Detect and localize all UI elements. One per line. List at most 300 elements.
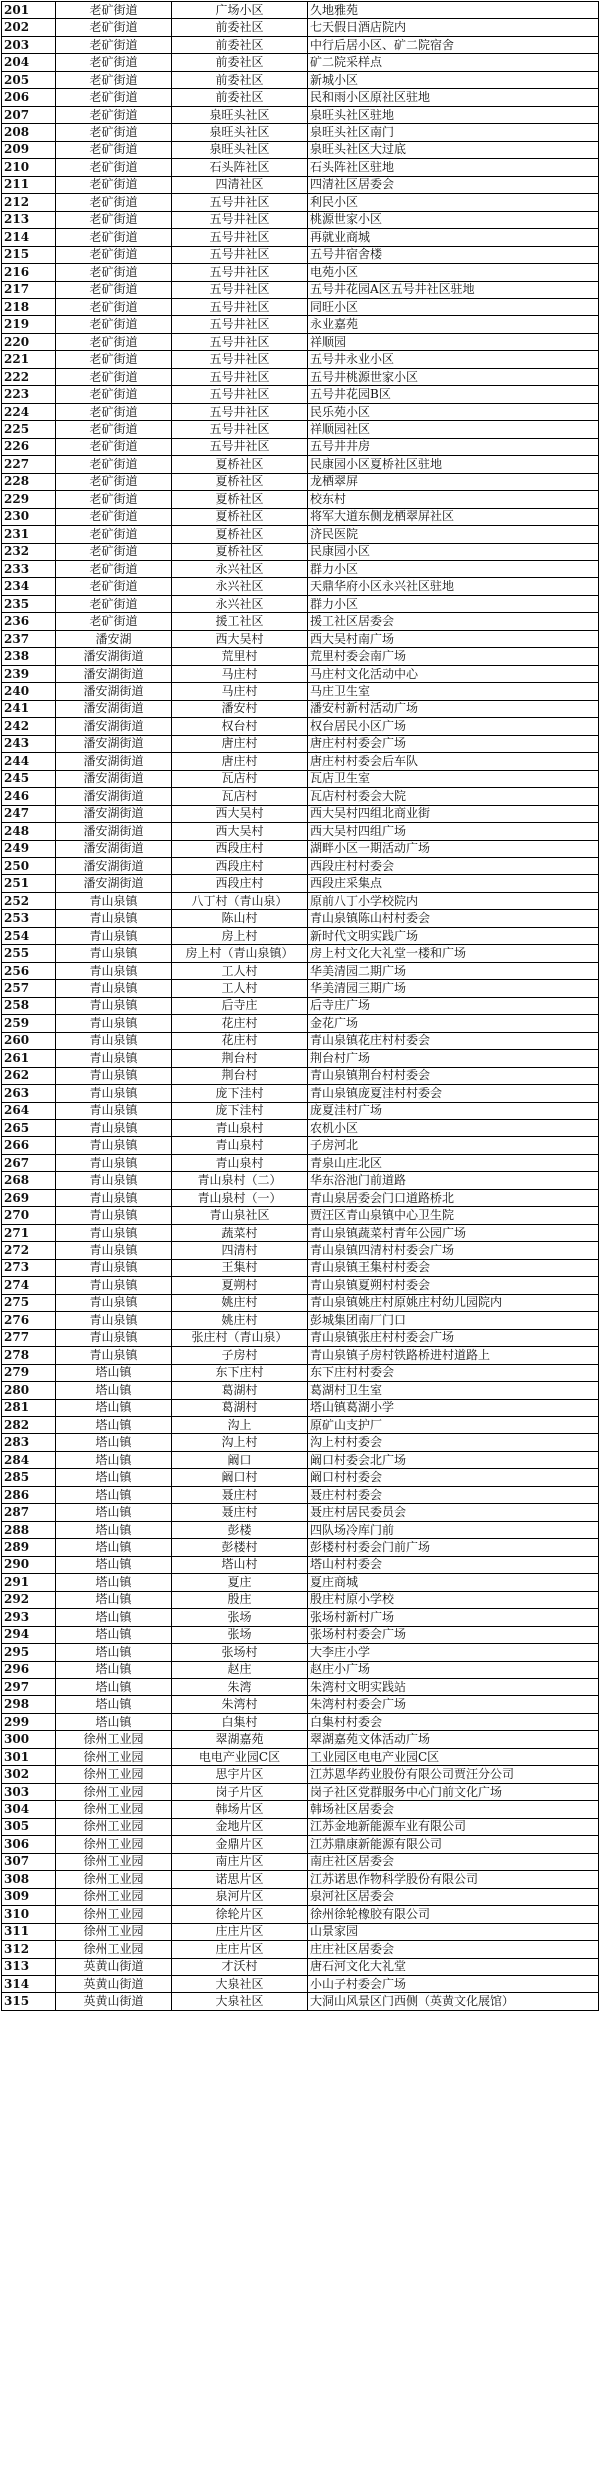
street-cell: 塔山镇: [56, 1434, 172, 1451]
row-number: 296: [2, 1661, 56, 1678]
row-number: 228: [2, 473, 56, 490]
row-number: 278: [2, 1347, 56, 1364]
site-cell: 桃源世家小区: [308, 211, 599, 228]
row-number: 258: [2, 997, 56, 1014]
site-cell: 潘安村新村活动广场: [308, 700, 599, 717]
table-row: [2, 36, 599, 53]
street-cell: 塔山镇: [56, 1591, 172, 1608]
row-number: 215: [2, 246, 56, 263]
community-cell: 庞下洼村: [172, 1085, 308, 1102]
row-number: 299: [2, 1713, 56, 1730]
table-row: [2, 526, 599, 543]
table-row: [2, 1626, 599, 1643]
row-number: 277: [2, 1329, 56, 1346]
site-cell: 张场村村委会广场: [308, 1626, 599, 1643]
table-row: [2, 1015, 599, 1032]
site-cell: 五号井永业小区: [308, 351, 599, 368]
row-number: 246: [2, 788, 56, 805]
community-cell: 五号井社区: [172, 368, 308, 385]
row-number: 304: [2, 1801, 56, 1818]
street-cell: 老矿街道: [56, 421, 172, 438]
community-cell: 才沃村: [172, 1958, 308, 1975]
row-number: 288: [2, 1521, 56, 1538]
row-number: 201: [2, 2, 56, 19]
street-cell: 青山泉镇: [56, 1102, 172, 1119]
row-number: 236: [2, 613, 56, 630]
site-cell: 天鼎华府小区永兴社区驻地: [308, 578, 599, 595]
table-row: [2, 106, 599, 123]
street-cell: 徐州工业园: [56, 1748, 172, 1765]
site-cell: 援工社区居委会: [308, 613, 599, 630]
site-cell: 西大吴村四组北商业街: [308, 805, 599, 822]
street-cell: 老矿街道: [56, 19, 172, 36]
community-cell: 五号井社区: [172, 211, 308, 228]
street-cell: 老矿街道: [56, 491, 172, 508]
site-cell: 原矿山支护厂: [308, 1416, 599, 1433]
street-cell: 塔山镇: [56, 1364, 172, 1381]
row-number: 270: [2, 1207, 56, 1224]
table-row: [2, 1958, 599, 1975]
street-cell: 潘安湖街道: [56, 665, 172, 682]
street-cell: 潘安湖街道: [56, 753, 172, 770]
row-number: 237: [2, 630, 56, 647]
row-number: 286: [2, 1486, 56, 1503]
row-number: 313: [2, 1958, 56, 1975]
row-number: 259: [2, 1015, 56, 1032]
community-cell: 阚口村: [172, 1469, 308, 1486]
street-cell: 潘安湖街道: [56, 648, 172, 665]
community-cell: 马庄村: [172, 683, 308, 700]
row-number: 242: [2, 718, 56, 735]
site-cell: 华美清园二期广场: [308, 962, 599, 979]
street-cell: 塔山镇: [56, 1679, 172, 1696]
row-number: 221: [2, 351, 56, 368]
community-cell: 姚庄村: [172, 1312, 308, 1329]
street-cell: 潘安湖街道: [56, 875, 172, 892]
site-cell: 青山泉镇花庄村村委会: [308, 1032, 599, 1049]
street-cell: 青山泉镇: [56, 1172, 172, 1189]
community-cell: 殷庄: [172, 1591, 308, 1608]
row-number: 234: [2, 578, 56, 595]
community-cell: 西段庄村: [172, 857, 308, 874]
table-row: [2, 2, 599, 19]
row-number: 262: [2, 1067, 56, 1084]
street-cell: 徐州工业园: [56, 1871, 172, 1888]
table-row: [2, 578, 599, 595]
street-cell: 塔山镇: [56, 1696, 172, 1713]
community-cell: 金鼎片区: [172, 1836, 308, 1853]
site-cell: 大洞山风景区门西侧（英黄文化展馆）: [308, 1993, 599, 2010]
street-cell: 徐州工业园: [56, 1923, 172, 1940]
street-cell: 青山泉镇: [56, 892, 172, 909]
row-number: 249: [2, 840, 56, 857]
table-row: [2, 508, 599, 525]
site-cell: 民康园小区: [308, 543, 599, 560]
row-number: 209: [2, 141, 56, 158]
row-number: 226: [2, 438, 56, 455]
table-row: [2, 770, 599, 787]
street-cell: 老矿街道: [56, 264, 172, 281]
site-cell: 青山泉镇荆台村村委会: [308, 1067, 599, 1084]
community-cell: 朱湾村: [172, 1696, 308, 1713]
street-cell: 老矿街道: [56, 89, 172, 106]
table-row: [2, 595, 599, 612]
street-cell: 老矿街道: [56, 194, 172, 211]
table-row: [2, 1591, 599, 1608]
site-cell: 七天假日酒店院内: [308, 19, 599, 36]
table-row: [2, 1644, 599, 1661]
row-number: 298: [2, 1696, 56, 1713]
row-number: 291: [2, 1574, 56, 1591]
table-row: [2, 1748, 599, 1765]
community-cell: 朱湾: [172, 1679, 308, 1696]
street-cell: 青山泉镇: [56, 1032, 172, 1049]
community-cell: 思宇片区: [172, 1766, 308, 1783]
street-cell: 潘安湖街道: [56, 770, 172, 787]
street-cell: 潘安湖街道: [56, 788, 172, 805]
table-row: [2, 386, 599, 403]
row-number: 297: [2, 1679, 56, 1696]
row-number: 256: [2, 962, 56, 979]
community-cell: 五号井社区: [172, 246, 308, 263]
table-row: [2, 613, 599, 630]
street-cell: 青山泉镇: [56, 1259, 172, 1276]
table-row: [2, 333, 599, 350]
site-cell: 中行后居小区、矿二院宿舍: [308, 36, 599, 53]
community-cell: 泉河片区: [172, 1888, 308, 1905]
site-cell: 农机小区: [308, 1120, 599, 1137]
row-number: 293: [2, 1609, 56, 1626]
table-row: [2, 1923, 599, 1940]
community-cell: 权台村: [172, 718, 308, 735]
site-cell: 华东浴池门前道路: [308, 1172, 599, 1189]
community-cell: 西大吴村: [172, 805, 308, 822]
row-number: 208: [2, 124, 56, 141]
row-number: 272: [2, 1242, 56, 1259]
row-number: 280: [2, 1382, 56, 1399]
site-cell: 泉旺头社区大过底: [308, 141, 599, 158]
row-number: 238: [2, 648, 56, 665]
street-cell: 青山泉镇: [56, 945, 172, 962]
community-cell: 张庄村（青山泉）: [172, 1329, 308, 1346]
street-cell: 塔山镇: [56, 1539, 172, 1556]
community-cell: 援工社区: [172, 613, 308, 630]
row-number: 243: [2, 735, 56, 752]
street-cell: 塔山镇: [56, 1609, 172, 1626]
table-row: [2, 54, 599, 71]
site-cell: 唐庄村村委会后车队: [308, 753, 599, 770]
site-cell: 群力小区: [308, 595, 599, 612]
site-cell: 五号井花园B区: [308, 386, 599, 403]
community-cell: 张场: [172, 1626, 308, 1643]
community-cell: 彭楼村: [172, 1539, 308, 1556]
site-cell: 殷庄村原小学校: [308, 1591, 599, 1608]
site-cell: 阚口村委会北广场: [308, 1451, 599, 1468]
row-number: 269: [2, 1189, 56, 1206]
site-cell: 江苏鼎康新能源有限公司: [308, 1836, 599, 1853]
table-row: [2, 700, 599, 717]
table-row: [2, 1696, 599, 1713]
community-cell: 荆台村: [172, 1067, 308, 1084]
community-cell: 彭楼: [172, 1521, 308, 1538]
table-row: [2, 1713, 599, 1730]
street-cell: 青山泉镇: [56, 1120, 172, 1137]
site-cell: 聂庄村村委会: [308, 1486, 599, 1503]
site-cell: 泉旺头社区驻地: [308, 106, 599, 123]
table-row: [2, 665, 599, 682]
site-cell: 泉旺头社区南门: [308, 124, 599, 141]
site-cell: 荆台村广场: [308, 1050, 599, 1067]
table-row: [2, 875, 599, 892]
row-number: 206: [2, 89, 56, 106]
table-row: [2, 473, 599, 490]
street-cell: 青山泉镇: [56, 1242, 172, 1259]
row-number: 276: [2, 1312, 56, 1329]
community-cell: 广场小区: [172, 2, 308, 19]
community-cell: 姚庄村: [172, 1294, 308, 1311]
street-cell: 老矿街道: [56, 473, 172, 490]
row-number: 309: [2, 1888, 56, 1905]
table-row: [2, 1556, 599, 1573]
site-cell: 马庄村文化活动中心: [308, 665, 599, 682]
row-number: 230: [2, 508, 56, 525]
site-cell: 山景家园: [308, 1923, 599, 1940]
community-cell: 工人村: [172, 962, 308, 979]
row-number: 217: [2, 281, 56, 298]
site-cell: 葛湖村卫生室: [308, 1382, 599, 1399]
street-cell: 青山泉镇: [56, 1085, 172, 1102]
site-cell: 马庄卫生室: [308, 683, 599, 700]
table-row: [2, 892, 599, 909]
community-cell: 五号井社区: [172, 386, 308, 403]
community-cell: 陈山村: [172, 910, 308, 927]
table-row: [2, 735, 599, 752]
community-cell: 五号井社区: [172, 403, 308, 420]
table-row: [2, 1888, 599, 1905]
table-row: [2, 1469, 599, 1486]
site-cell: 岗子社区党群服务中心门前文化广场: [308, 1783, 599, 1800]
table-row: [2, 1574, 599, 1591]
community-cell: 夏桥社区: [172, 543, 308, 560]
site-cell: 塔山村村委会: [308, 1556, 599, 1573]
sampling-sites-table: [1, 1, 599, 2011]
row-number: 311: [2, 1923, 56, 1940]
community-cell: 永兴社区: [172, 578, 308, 595]
site-cell: 民和雨小区原社区驻地: [308, 89, 599, 106]
table-row: [2, 438, 599, 455]
community-cell: 电电产业园C区: [172, 1748, 308, 1765]
community-cell: 八丁村（青山泉）: [172, 892, 308, 909]
site-cell: 朱湾村文明实践站: [308, 1679, 599, 1696]
site-cell: 南庄社区居委会: [308, 1853, 599, 1870]
table-row: [2, 298, 599, 315]
table-row: [2, 997, 599, 1014]
table-row: [2, 1853, 599, 1870]
street-cell: 老矿街道: [56, 54, 172, 71]
street-cell: 塔山镇: [56, 1556, 172, 1573]
table-row: [2, 980, 599, 997]
row-number: 263: [2, 1085, 56, 1102]
table-row: [2, 1434, 599, 1451]
table-row: [2, 194, 599, 211]
street-cell: 青山泉镇: [56, 980, 172, 997]
row-number: 241: [2, 700, 56, 717]
community-cell: 庄庄片区: [172, 1923, 308, 1940]
community-cell: 五号井社区: [172, 316, 308, 333]
table-row: [2, 857, 599, 874]
street-cell: 徐州工业园: [56, 1818, 172, 1835]
site-cell: 泉河社区居委会: [308, 1888, 599, 1905]
community-cell: 青山泉村: [172, 1154, 308, 1171]
table-row: [2, 1801, 599, 1818]
row-number: 250: [2, 857, 56, 874]
street-cell: 徐州工业园: [56, 1783, 172, 1800]
street-cell: 塔山镇: [56, 1399, 172, 1416]
street-cell: 青山泉镇: [56, 1067, 172, 1084]
site-cell: 瓦店卫生室: [308, 770, 599, 787]
row-number: 265: [2, 1120, 56, 1137]
row-number: 224: [2, 403, 56, 420]
table-row: [2, 1050, 599, 1067]
row-number: 282: [2, 1416, 56, 1433]
table-row: [2, 1766, 599, 1783]
community-cell: 前委社区: [172, 54, 308, 71]
community-cell: 庄庄片区: [172, 1941, 308, 1958]
site-cell: 青山泉镇四清村村委会广场: [308, 1242, 599, 1259]
row-number: 203: [2, 36, 56, 53]
community-cell: 前委社区: [172, 19, 308, 36]
table-row: [2, 1154, 599, 1171]
street-cell: 塔山镇: [56, 1504, 172, 1521]
row-number: 222: [2, 368, 56, 385]
community-cell: 徐轮片区: [172, 1906, 308, 1923]
table-body: [2, 2, 599, 2011]
street-cell: 徐州工业园: [56, 1906, 172, 1923]
street-cell: 老矿街道: [56, 456, 172, 473]
community-cell: 五号井社区: [172, 264, 308, 281]
row-number: 303: [2, 1783, 56, 1800]
community-cell: 瓦店村: [172, 788, 308, 805]
street-cell: 老矿街道: [56, 561, 172, 578]
street-cell: 老矿街道: [56, 438, 172, 455]
table-row: [2, 543, 599, 560]
row-number: 273: [2, 1259, 56, 1276]
street-cell: 塔山镇: [56, 1521, 172, 1538]
table-row: [2, 1172, 599, 1189]
site-cell: 五号井宿舍楼: [308, 246, 599, 263]
street-cell: 英黄山街道: [56, 1975, 172, 1992]
table-row: [2, 1504, 599, 1521]
row-number: 211: [2, 176, 56, 193]
site-cell: 龙栖翠屏: [308, 473, 599, 490]
community-cell: 五号井社区: [172, 438, 308, 455]
site-cell: 西大吴村四组广场: [308, 823, 599, 840]
row-number: 254: [2, 927, 56, 944]
site-cell: 阚口村村委会: [308, 1469, 599, 1486]
site-cell: 庄庄社区居委会: [308, 1941, 599, 1958]
table-row: [2, 1102, 599, 1119]
street-cell: 塔山镇: [56, 1486, 172, 1503]
community-cell: 马庄村: [172, 665, 308, 682]
table-row: [2, 229, 599, 246]
street-cell: 青山泉镇: [56, 927, 172, 944]
community-cell: 工人村: [172, 980, 308, 997]
community-cell: 大泉社区: [172, 1993, 308, 2010]
table-row: [2, 753, 599, 770]
community-cell: 大泉社区: [172, 1975, 308, 1992]
community-cell: 五号井社区: [172, 298, 308, 315]
table-row: [2, 1731, 599, 1748]
street-cell: 塔山镇: [56, 1574, 172, 1591]
site-cell: 五号井花园A区五号井社区驻地: [308, 281, 599, 298]
street-cell: 青山泉镇: [56, 962, 172, 979]
row-number: 257: [2, 980, 56, 997]
site-cell: 江苏诺思作物科学股份有限公司: [308, 1871, 599, 1888]
site-cell: 韩场社区居委会: [308, 1801, 599, 1818]
table-row: [2, 1975, 599, 1992]
site-cell: 沟上村村委会: [308, 1434, 599, 1451]
row-number: 255: [2, 945, 56, 962]
row-number: 225: [2, 421, 56, 438]
community-cell: 青山泉村: [172, 1137, 308, 1154]
table-row: [2, 1067, 599, 1084]
street-cell: 青山泉镇: [56, 1347, 172, 1364]
row-number: 235: [2, 595, 56, 612]
site-cell: 权台居民小区广场: [308, 718, 599, 735]
community-cell: 南庄片区: [172, 1853, 308, 1870]
community-cell: 泉旺头社区: [172, 141, 308, 158]
table-row: [2, 1783, 599, 1800]
site-cell: 子房河北: [308, 1137, 599, 1154]
community-cell: 张场: [172, 1609, 308, 1626]
street-cell: 老矿街道: [56, 159, 172, 176]
community-cell: 荒里村: [172, 648, 308, 665]
street-cell: 青山泉镇: [56, 1050, 172, 1067]
street-cell: 老矿街道: [56, 508, 172, 525]
table-row: [2, 805, 599, 822]
row-number: 248: [2, 823, 56, 840]
street-cell: 老矿街道: [56, 71, 172, 88]
street-cell: 徐州工业园: [56, 1731, 172, 1748]
street-cell: 老矿街道: [56, 386, 172, 403]
row-number: 302: [2, 1766, 56, 1783]
site-cell: 金花广场: [308, 1015, 599, 1032]
site-cell: 利民小区: [308, 194, 599, 211]
street-cell: 青山泉镇: [56, 1015, 172, 1032]
table-row: [2, 1120, 599, 1137]
table-row: [2, 71, 599, 88]
community-cell: 夏庄: [172, 1574, 308, 1591]
row-number: 205: [2, 71, 56, 88]
community-cell: 夏桥社区: [172, 473, 308, 490]
street-cell: 徐州工业园: [56, 1941, 172, 1958]
table-row: [2, 351, 599, 368]
table-row: [2, 1451, 599, 1468]
street-cell: 徐州工业园: [56, 1801, 172, 1818]
community-cell: 五号井社区: [172, 421, 308, 438]
row-number: 231: [2, 526, 56, 543]
table-row: [2, 1294, 599, 1311]
community-cell: 韩场片区: [172, 1801, 308, 1818]
community-cell: 唐庄村: [172, 753, 308, 770]
row-number: 219: [2, 316, 56, 333]
street-cell: 老矿街道: [56, 106, 172, 123]
row-number: 220: [2, 333, 56, 350]
table-row: [2, 159, 599, 176]
site-cell: 赵庄小广场: [308, 1661, 599, 1678]
table-row: [2, 1364, 599, 1381]
table-row: [2, 1486, 599, 1503]
